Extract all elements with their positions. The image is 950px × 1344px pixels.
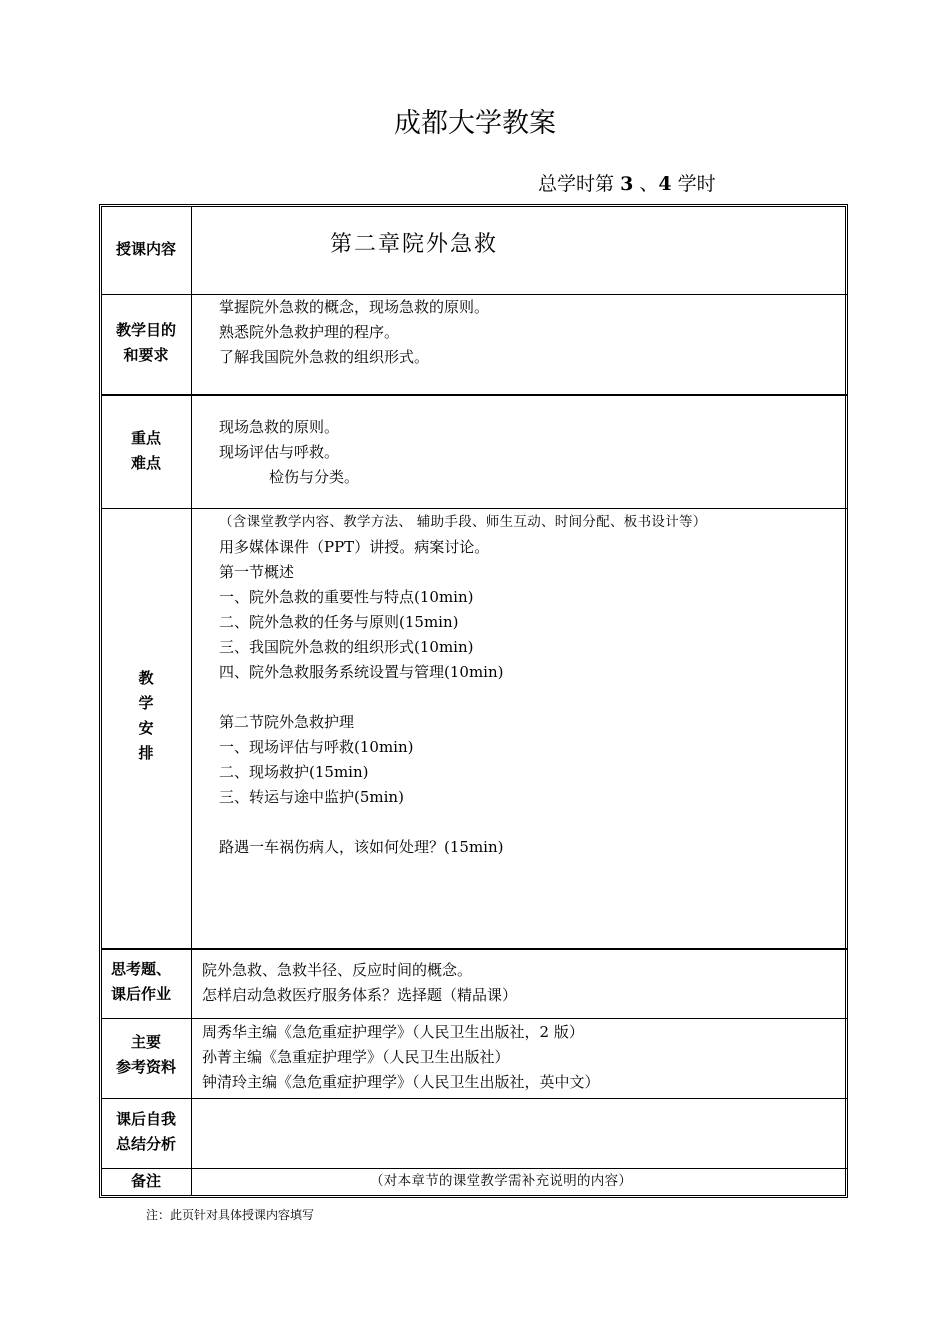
arrangement-label xyxy=(101,666,191,766)
section1-title: 第一节概述 xyxy=(219,563,295,581)
row-divider-6 xyxy=(101,1098,848,1099)
remarks-value: （对本章节的课堂教学需补充说明的内容） xyxy=(370,1173,633,1189)
key-points-content xyxy=(219,415,359,490)
reference-item: 孙菁主编《急重症护理学》（人民卫生出版社） xyxy=(202,1048,510,1066)
row-divider-4 xyxy=(101,948,848,950)
self-review-label-line2: 总结分析 xyxy=(115,1135,176,1153)
homework-item: 院外急救、急救半径、反应时间的概念。 xyxy=(202,961,473,979)
footer-note: 注：此页针对具体授课内容填写 xyxy=(146,1208,315,1222)
key-points-label-line2: 难点 xyxy=(130,454,161,472)
total-hours xyxy=(538,170,716,198)
arrangement-content xyxy=(219,510,707,860)
objectives-label-line2: 和要求 xyxy=(123,346,169,364)
hours-prefix: 总学时第 xyxy=(538,173,615,195)
topic-label: 授课内容 xyxy=(115,240,176,258)
page-title: 成都大学教案 xyxy=(394,108,556,139)
row-divider-2 xyxy=(101,394,848,396)
key-points-label xyxy=(101,426,191,476)
arrangement-label-char: 排 xyxy=(138,744,154,762)
objective-item: 了解我国院外急救的组织形式。 xyxy=(219,348,430,366)
hours-start: 3 xyxy=(620,173,634,195)
key-points-label-line1: 重点 xyxy=(130,429,161,447)
section1-item: 二、院外急救的任务与原则(15min) xyxy=(219,613,459,631)
self-review-label xyxy=(101,1107,191,1157)
section1-item: 三、我国院外急救的组织形式(10min) xyxy=(219,638,474,656)
arrangement-label-char: 安 xyxy=(138,719,154,737)
arrangement-label-char: 学 xyxy=(138,694,154,712)
row-divider-3 xyxy=(101,508,848,509)
arrangement-intro: （含课堂教学内容、教学方法、 辅助手段、师生互动、时间分配、板书设计等） xyxy=(219,514,707,530)
homework-label-line2: 课后作业 xyxy=(111,985,172,1003)
references-content xyxy=(202,1020,600,1095)
homework-content xyxy=(202,958,517,1008)
homework-label-line1: 思考题、 xyxy=(111,960,172,978)
section2-title: 第二节院外急救护理 xyxy=(219,713,355,731)
section2-item: 二、现场救护(15min) xyxy=(219,763,369,781)
arrangement-label-char: 教 xyxy=(138,669,154,687)
hours-end: 4 xyxy=(658,173,672,195)
row-divider-5 xyxy=(101,1018,848,1019)
section1-item: 四、院外急救服务系统设置与管理(10min) xyxy=(219,663,504,681)
objectives-content xyxy=(219,295,489,370)
objectives-label xyxy=(101,318,191,368)
section2-item: 三、转运与途中监护(5min) xyxy=(219,788,404,806)
objective-item: 熟悉院外急救护理的程序。 xyxy=(219,323,400,341)
references-label-line1: 主要 xyxy=(130,1033,161,1051)
reference-item: 周秀华主编《急危重症护理学》（人民卫生出版社，2 版） xyxy=(202,1023,584,1041)
key-point-item: 现场评估与呼救。 xyxy=(219,443,340,461)
objective-item: 掌握院外急救的概念，现场急救的原则。 xyxy=(219,298,490,316)
references-label-line2: 参考资料 xyxy=(115,1058,176,1076)
key-point-item: 现场急救的原则。 xyxy=(219,418,340,436)
arrangement-method: 用多媒体课件（PPT）讲授。病案讨论。 xyxy=(219,538,490,556)
case-question: 路遇一车祸伤病人，该如何处理？(15min) xyxy=(219,838,504,856)
homework-item: 怎样启动急救医疗服务体系？选择题（精品课） xyxy=(202,986,518,1004)
column-divider xyxy=(191,207,192,1195)
blank-line xyxy=(219,810,707,835)
key-point-item: 检伤与分类。 xyxy=(269,468,360,486)
homework-label xyxy=(101,957,191,1007)
section2-item: 一、现场评估与呼救(10min) xyxy=(219,738,414,756)
section1-item: 一、院外急救的重要性与特点(10min) xyxy=(219,588,474,606)
blank-line xyxy=(219,685,707,710)
hours-separator: 、 xyxy=(639,173,659,195)
hours-suffix: 学时 xyxy=(677,173,716,195)
references-label xyxy=(101,1030,191,1080)
remarks-label: 备注 xyxy=(130,1172,161,1190)
topic-value: 第二章院外急救 xyxy=(330,232,499,257)
reference-item: 钟清玲主编《急危重症护理学》（人民卫生出版社，英中文） xyxy=(202,1073,600,1091)
objectives-label-line1: 教学目的 xyxy=(115,321,176,339)
self-review-label-line1: 课后自我 xyxy=(115,1110,176,1128)
